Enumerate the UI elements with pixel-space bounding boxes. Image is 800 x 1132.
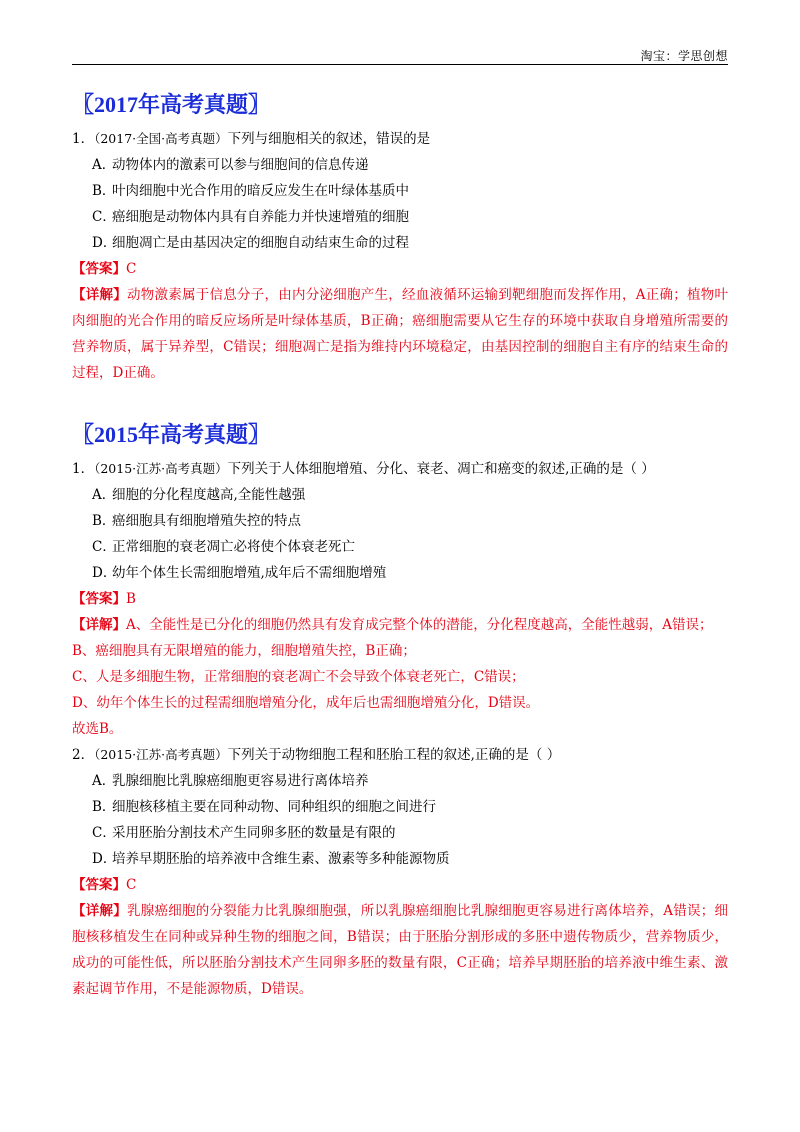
question-stem xyxy=(72,742,728,768)
option-text: 乳腺细胞比乳腺癌细胞更容易进行离体培养 xyxy=(112,773,369,789)
question-2017-1 xyxy=(72,126,728,386)
option-d xyxy=(72,846,728,872)
option-letter: C． xyxy=(92,539,116,555)
option-d xyxy=(72,230,728,256)
option-letter: D． xyxy=(92,851,117,867)
option-letter: D． xyxy=(92,565,117,581)
question-source: （2015·江苏·高考真题） xyxy=(94,461,228,476)
option-letter: C． xyxy=(92,209,116,225)
option-a xyxy=(72,768,728,794)
option-text: 正常细胞的衰老凋亡必将使个体衰老死亡 xyxy=(112,539,355,555)
question-source: （2017·全国·高考真题） xyxy=(94,131,228,146)
option-c xyxy=(72,204,728,230)
option-c xyxy=(72,820,728,846)
answer-line xyxy=(72,872,728,898)
option-text: 采用胚胎分割技术产生同卵多胚的数量是有限的 xyxy=(112,825,396,841)
explanation-conclusion: 故选B。 xyxy=(72,721,123,737)
option-b xyxy=(72,508,728,534)
explanation-tag: 【详解】 xyxy=(72,903,127,919)
question-text: 下列与细胞相关的叙述，错误的是 xyxy=(227,131,431,147)
question-stem xyxy=(72,126,728,152)
answer-tag: 【答案】 xyxy=(72,261,126,277)
explanation xyxy=(72,898,728,1002)
explanation-line: C、人是多细胞生物，正常细胞的衰老凋亡不会导致个体衰老死亡，C错误； xyxy=(72,669,525,685)
question-number: 1． xyxy=(72,461,95,477)
explanation-line: D、幼年个体生长的过程需细胞增殖分化，成年后也需细胞增殖分化，D错误。 xyxy=(72,695,540,711)
section-title-2017: 〖2017年高考真题〗 xyxy=(72,92,271,117)
question-number: 2． xyxy=(72,747,95,763)
option-text: 细胞的分化程度越高,全能性越强 xyxy=(112,487,306,503)
explanation xyxy=(72,282,728,386)
explanation-text: A、全能性是已分化的细胞仍然具有发育成完整个体的潜能，分化程度越高，全能性越弱，A错误； xyxy=(126,617,713,633)
question-stem xyxy=(72,456,728,482)
option-b xyxy=(72,794,728,820)
option-letter: C． xyxy=(92,825,116,841)
answer-line xyxy=(72,586,728,612)
option-letter: A． xyxy=(92,487,116,503)
option-a xyxy=(72,482,728,508)
option-letter: D． xyxy=(92,235,117,251)
explanation xyxy=(72,612,728,638)
option-letter: A． xyxy=(92,157,116,173)
explanation-line: B、癌细胞具有无限增殖的能力，细胞增殖失控，B正确； xyxy=(72,643,416,659)
question-text: 下列关于动物细胞工程和胚胎工程的叙述,正确的是（ ） xyxy=(227,747,561,763)
option-text: 癌细胞具有细胞增殖失控的特点 xyxy=(112,513,301,529)
explanation-text: 乳腺癌细胞的分裂能力比乳腺细胞强，所以乳腺癌细胞比乳腺细胞更容易进行离体培养，A错误；细胞核移植发生在同种或异种生物的细胞之间，B错误；由于胚胎分割形成的多胚中遗传物质少，营养物质少，成功的可能性低，所以胚胎分割技术产生同卵多胚的数量有限，C正确；培养早期胚胎的培养液中维生素、激素起调节作用，不是能源物质，D错误。 xyxy=(72,903,728,997)
option-text: 癌细胞是动物体内具有自养能力并快速增殖的细胞 xyxy=(112,209,409,225)
question-2015-2 xyxy=(72,742,728,1002)
answer-tag: 【答案】 xyxy=(72,877,126,893)
option-text: 叶肉细胞中光合作用的暗反应发生在叶绿体基质中 xyxy=(112,183,409,199)
option-text: 动物体内的激素可以参与细胞间的信息传递 xyxy=(112,157,369,173)
question-text: 下列关于人体细胞增殖、分化、衰老、凋亡和癌变的叙述,正确的是（ ） xyxy=(227,461,655,477)
option-letter: B． xyxy=(92,799,116,815)
option-text: 细胞凋亡是由基因决定的细胞自动结束生命的过程 xyxy=(112,235,409,251)
question-source: （2015·江苏·高考真题） xyxy=(94,747,228,762)
answer-line xyxy=(72,256,728,282)
answer-value: B xyxy=(126,591,136,607)
header-text: 淘宝：学思创想 xyxy=(640,49,728,63)
option-b xyxy=(72,178,728,204)
section-title-2015: 〖2015年高考真题〗 xyxy=(72,422,271,447)
option-letter: B． xyxy=(92,183,116,199)
explanation-text: 动物激素属于信息分子，由内分泌细胞产生，经血液循环运输到靶细胞而发挥作用，A正确；植物叶肉细胞的光合作用的暗反应场所是叶绿体基质，B正确；癌细胞需要从它生存的环境中获取自身增殖所需要的营养物质，属于异养型，C错误；细胞凋亡是指为维持内环境稳定，由基因控制的细胞自主有序的结束生命的过程，D正确。 xyxy=(72,287,728,381)
option-text: 细胞核移植主要在同种动物、同种组织的细胞之间进行 xyxy=(112,799,436,815)
page-content xyxy=(72,90,728,1002)
option-text: 培养早期胚胎的培养液中含维生素、激素等多种能源物质 xyxy=(112,851,450,867)
option-c xyxy=(72,534,728,560)
answer-value: C xyxy=(126,261,137,277)
question-number: 1． xyxy=(72,131,95,147)
explanation-tag: 【详解】 xyxy=(72,287,127,303)
option-a xyxy=(72,152,728,178)
option-letter: A． xyxy=(92,773,116,789)
explanation-tag: 【详解】 xyxy=(72,617,126,633)
option-letter: B． xyxy=(92,513,116,529)
answer-value: C xyxy=(126,877,137,893)
option-text: 幼年个体生长需细胞增殖,成年后不需细胞增殖 xyxy=(112,565,387,581)
question-2015-1 xyxy=(72,456,728,742)
answer-tag: 【答案】 xyxy=(72,591,126,607)
header-divider xyxy=(72,64,728,65)
option-d xyxy=(72,560,728,586)
